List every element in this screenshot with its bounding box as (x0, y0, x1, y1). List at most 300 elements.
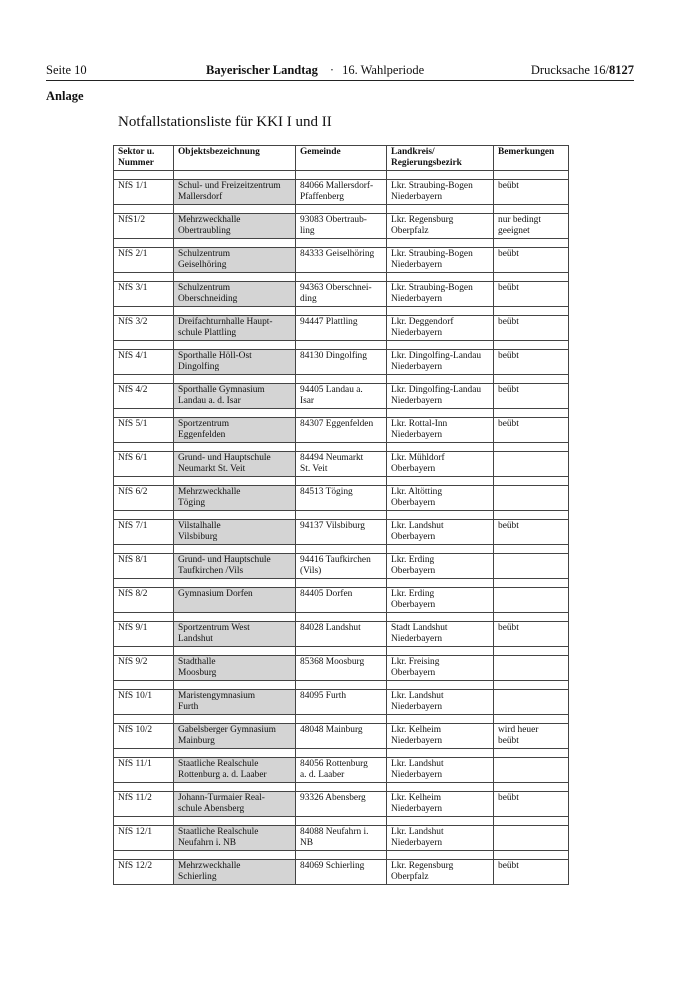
cell-line: Lkr. Straubing-Bogen (391, 180, 473, 191)
spacer-cell (494, 442, 569, 451)
spacer-cell (114, 204, 174, 213)
header-rule (46, 80, 634, 81)
cell-line: Lkr. Regensburg (391, 860, 454, 871)
cell-line: Oberbayern (391, 463, 436, 474)
cell-object (174, 553, 296, 578)
cell-line: Schul- und Freizeitzentrum (178, 180, 281, 191)
table-header-row (114, 146, 569, 171)
header-center (206, 63, 506, 78)
cell-line: Gymnasium Dorfen (178, 588, 253, 599)
cell-line: Lkr. Landshut (391, 826, 444, 837)
cell-district (387, 621, 494, 646)
spacer-cell (174, 646, 296, 655)
cell-line: Lkr. Erding (391, 588, 435, 599)
spacer-cell (114, 578, 174, 587)
cell-remarks (494, 519, 569, 544)
cell-line: Oberbayern (391, 531, 436, 542)
spacer-cell (296, 374, 387, 383)
spacer-row (114, 408, 569, 417)
spacer-cell (296, 510, 387, 519)
spacer-cell (494, 782, 569, 791)
spacer-cell (296, 340, 387, 349)
cell-line: Obertraubling (178, 225, 231, 236)
cell-object (174, 825, 296, 850)
table-row (114, 281, 569, 306)
header-line: Landkreis/ (391, 147, 435, 157)
spacer-cell (114, 714, 174, 723)
table-row (114, 689, 569, 714)
cell-sector: NfS 8/1 (114, 553, 174, 578)
spacer-cell (114, 782, 174, 791)
spacer-row (114, 170, 569, 179)
spacer-cell (387, 612, 494, 621)
cell-line: Staatliche Realschule (178, 758, 259, 769)
cell-line: ling (300, 225, 315, 236)
spacer-cell (114, 238, 174, 247)
cell-line: 48048 Mainburg (300, 724, 363, 735)
spacer-cell (296, 442, 387, 451)
spacer-cell (114, 748, 174, 757)
cell-municipality (296, 655, 387, 680)
page-number: Seite 10 (46, 63, 87, 77)
cell-line: Staatliche Realschule (178, 826, 259, 837)
cell-sector: NfS 9/1 (114, 621, 174, 646)
cell-line: ding (300, 293, 317, 304)
cell-sector: NfS 3/2 (114, 315, 174, 340)
header-object (174, 146, 296, 171)
cell-line: beübt (498, 520, 519, 531)
spacer-cell (387, 510, 494, 519)
spacer-cell (296, 612, 387, 621)
spacer-row (114, 510, 569, 519)
cell-district (387, 179, 494, 204)
spacer-cell (296, 578, 387, 587)
cell-line: Niederbayern (391, 803, 443, 814)
cell-line: 94447 Plattling (300, 316, 358, 327)
cell-sector: NfS 8/2 (114, 587, 174, 612)
cell-municipality (296, 519, 387, 544)
spacer-row (114, 306, 569, 315)
cell-municipality (296, 485, 387, 510)
document-number-value: 8127 (609, 63, 634, 77)
table-row (114, 383, 569, 408)
spacer-cell (114, 850, 174, 859)
cell-line: Lkr. Straubing-Bogen (391, 282, 473, 293)
table-row (114, 859, 569, 884)
table-row (114, 791, 569, 816)
cell-district (387, 417, 494, 442)
cell-sector: NfS 12/1 (114, 825, 174, 850)
cell-sector: NfS 7/1 (114, 519, 174, 544)
spacer-cell (296, 272, 387, 281)
cell-object (174, 451, 296, 476)
cell-sector: NfS 4/1 (114, 349, 174, 374)
cell-line: Niederbayern (391, 769, 443, 780)
cell-line: Mallersdorf (178, 191, 223, 202)
spacer-cell (494, 714, 569, 723)
cell-municipality (296, 689, 387, 714)
header-district (387, 146, 494, 171)
table-row (114, 315, 569, 340)
cell-line: 84069 Schierling (300, 860, 365, 871)
cell-line: beübt (498, 350, 519, 361)
spacer-cell (387, 646, 494, 655)
spacer-cell (296, 238, 387, 247)
cell-line: (Vils) (300, 565, 322, 576)
cell-remarks (494, 281, 569, 306)
header-remarks (494, 146, 569, 171)
table-row (114, 553, 569, 578)
cell-sector: NfS 12/2 (114, 859, 174, 884)
cell-line: Vilsbiburg (178, 531, 218, 542)
spacer-row (114, 714, 569, 723)
cell-sector: NfS 11/2 (114, 791, 174, 816)
cell-sector: NfS 4/2 (114, 383, 174, 408)
cell-line: Lkr. Freising (391, 656, 440, 667)
spacer-cell (114, 306, 174, 315)
cell-line: schule Abensberg (178, 803, 245, 814)
cell-remarks (494, 587, 569, 612)
spacer-cell (296, 816, 387, 825)
spacer-cell (174, 408, 296, 417)
cell-municipality (296, 281, 387, 306)
spacer-cell (387, 442, 494, 451)
cell-line: 93326 Abensberg (300, 792, 366, 803)
cell-line: Vilstalhalle (178, 520, 221, 531)
cell-object (174, 689, 296, 714)
cell-remarks (494, 179, 569, 204)
spacer-cell (296, 204, 387, 213)
cell-municipality (296, 247, 387, 272)
cell-municipality (296, 587, 387, 612)
spacer-cell (114, 816, 174, 825)
cell-line: beübt (498, 735, 519, 746)
cell-line: 84088 Neufahrn i. (300, 826, 369, 837)
spacer-cell (114, 476, 174, 485)
cell-line: beübt (498, 384, 519, 395)
cell-municipality (296, 179, 387, 204)
spacer-cell (387, 306, 494, 315)
emergency-station-table (113, 145, 569, 885)
cell-line: Geiselhöring (178, 259, 227, 270)
cell-line: Oberpfalz (391, 871, 429, 882)
cell-line: 93083 Obertraub- (300, 214, 367, 225)
cell-line: Lkr. Landshut (391, 758, 444, 769)
cell-line: Oberpfalz (391, 225, 429, 236)
cell-line: 84494 Neumarkt (300, 452, 364, 463)
cell-sector: NfS 5/1 (114, 417, 174, 442)
cell-line: Sporthalle Gymnasium (178, 384, 265, 395)
cell-remarks (494, 757, 569, 782)
spacer-cell (387, 476, 494, 485)
cell-sector: NfS 6/2 (114, 485, 174, 510)
cell-district (387, 247, 494, 272)
cell-line: Mehrzweckhalle (178, 214, 241, 225)
cell-line: 94405 Landau a. (300, 384, 363, 395)
spacer-cell (494, 238, 569, 247)
spacer-cell (174, 476, 296, 485)
cell-district (387, 587, 494, 612)
cell-line: Neumarkt St. Veit (178, 463, 246, 474)
cell-line: geeignet (498, 225, 530, 236)
spacer-cell (296, 680, 387, 689)
cell-line: nur bedingt (498, 214, 541, 225)
cell-line: Isar (300, 395, 315, 406)
spacer-cell (174, 612, 296, 621)
cell-line: Landau a. d. Isar (178, 395, 241, 406)
cell-line: 84130 Dingolfing (300, 350, 367, 361)
cell-district (387, 655, 494, 680)
spacer-cell (174, 340, 296, 349)
spacer-cell (494, 170, 569, 179)
spacer-cell (387, 850, 494, 859)
cell-line: Schulzentrum (178, 282, 231, 293)
cell-district (387, 859, 494, 884)
cell-line: Niederbayern (391, 259, 443, 270)
spacer-cell (494, 340, 569, 349)
cell-line: Niederbayern (391, 327, 443, 338)
cell-line: 84513 Töging (300, 486, 353, 497)
table-row (114, 757, 569, 782)
cell-municipality (296, 417, 387, 442)
spacer-cell (387, 816, 494, 825)
cell-remarks (494, 553, 569, 578)
cell-sector: NfS 3/1 (114, 281, 174, 306)
cell-line: Oberbayern (391, 667, 436, 678)
table-row (114, 519, 569, 544)
header-sector (114, 146, 174, 171)
cell-line: Oberbayern (391, 565, 436, 576)
spacer-cell (174, 850, 296, 859)
spacer-cell (387, 408, 494, 417)
cell-line: Mehrzweckhalle (178, 860, 241, 871)
spacer-cell (296, 476, 387, 485)
spacer-cell (114, 170, 174, 179)
spacer-cell (296, 408, 387, 417)
cell-line: Niederbayern (391, 395, 443, 406)
header-line: Nummer (118, 158, 154, 169)
cell-line: 84056 Rottenburg (300, 758, 368, 769)
cell-sector: NfS 9/2 (114, 655, 174, 680)
spacer-cell (174, 442, 296, 451)
table-row (114, 621, 569, 646)
cell-line: Mainburg (178, 735, 215, 746)
spacer-cell (174, 816, 296, 825)
cell-object (174, 247, 296, 272)
cell-line: beübt (498, 792, 519, 803)
cell-line: 94363 Oberschnei- (300, 282, 372, 293)
cell-line: Landshut (178, 633, 213, 644)
cell-municipality (296, 451, 387, 476)
table-head (114, 146, 569, 171)
spacer-cell (387, 782, 494, 791)
cell-remarks (494, 213, 569, 238)
spacer-cell (494, 544, 569, 553)
spacer-cell (296, 544, 387, 553)
cell-district (387, 689, 494, 714)
legislative-period: 16. Wahlperiode (342, 63, 425, 77)
cell-object (174, 315, 296, 340)
cell-remarks (494, 621, 569, 646)
cell-remarks (494, 247, 569, 272)
spacer-cell (387, 578, 494, 587)
spacer-cell (114, 544, 174, 553)
cell-district (387, 349, 494, 374)
spacer-cell (114, 340, 174, 349)
cell-line: Grund- und Hauptschule (178, 554, 271, 565)
spacer-cell (296, 850, 387, 859)
spacer-cell (494, 476, 569, 485)
cell-municipality (296, 383, 387, 408)
spacer-cell (494, 408, 569, 417)
cell-remarks (494, 349, 569, 374)
spacer-cell (494, 578, 569, 587)
spacer-cell (174, 272, 296, 281)
spacer-cell (494, 850, 569, 859)
spacer-cell (387, 680, 494, 689)
spacer-cell (114, 272, 174, 281)
cell-line: beübt (498, 316, 519, 327)
cell-line: 84307 Eggenfelden (300, 418, 374, 429)
spacer-row (114, 816, 569, 825)
cell-object (174, 655, 296, 680)
table-row (114, 179, 569, 204)
cell-line: Gabelsberger Gymnasium (178, 724, 276, 735)
cell-municipality (296, 213, 387, 238)
document-number (531, 63, 634, 78)
spacer-row (114, 204, 569, 213)
cell-line: schule Plattling (178, 327, 237, 338)
spacer-cell (174, 510, 296, 519)
cell-line: Sporthalle Höll-Ost (178, 350, 252, 361)
cell-municipality (296, 791, 387, 816)
spacer-cell (174, 714, 296, 723)
cell-line: Schierling (178, 871, 217, 882)
cell-remarks (494, 383, 569, 408)
spacer-row (114, 646, 569, 655)
cell-line: Eggenfelden (178, 429, 226, 440)
spacer-row (114, 442, 569, 451)
cell-sector: NfS1/2 (114, 213, 174, 238)
cell-object (174, 587, 296, 612)
cell-municipality (296, 553, 387, 578)
spacer-cell (494, 816, 569, 825)
cell-municipality (296, 757, 387, 782)
cell-line: Mehrzweckhalle (178, 486, 241, 497)
cell-object (174, 349, 296, 374)
cell-line: beübt (498, 418, 519, 429)
cell-line: Lkr. Altötting (391, 486, 443, 497)
cell-remarks (494, 689, 569, 714)
section-label: Anlage (46, 89, 84, 103)
cell-sector: NfS 6/1 (114, 451, 174, 476)
spacer-cell (174, 204, 296, 213)
cell-line: Lkr. Landshut (391, 690, 444, 701)
cell-line: Lkr. Landshut (391, 520, 444, 531)
cell-sector: NfS 1/1 (114, 179, 174, 204)
spacer-cell (174, 782, 296, 791)
spacer-cell (494, 646, 569, 655)
spacer-cell (387, 340, 494, 349)
header-line: Objektsbezeichnung (178, 147, 260, 157)
cell-municipality (296, 723, 387, 748)
cell-district (387, 791, 494, 816)
cell-line: 94137 Vilsbiburg (300, 520, 365, 531)
cell-object (174, 179, 296, 204)
spacer-cell (494, 306, 569, 315)
spacer-cell (296, 782, 387, 791)
cell-object (174, 485, 296, 510)
cell-line: Johann-Turmaier Real- (178, 792, 265, 803)
cell-line: Neufahrn i. NB (178, 837, 237, 848)
cell-line: 84028 Landshut (300, 622, 361, 633)
table-row (114, 825, 569, 850)
spacer-row (114, 374, 569, 383)
spacer-cell (114, 612, 174, 621)
header-line: Sektor u. (118, 147, 155, 157)
cell-line: a. d. Laaber (300, 769, 345, 780)
header-line: Regierungsbezirk (391, 158, 462, 169)
cell-line: 85368 Moosburg (300, 656, 365, 667)
cell-remarks (494, 859, 569, 884)
cell-municipality (296, 859, 387, 884)
spacer-cell (387, 748, 494, 757)
cell-line: St. Veit (300, 463, 328, 474)
spacer-cell (174, 544, 296, 553)
cell-district (387, 757, 494, 782)
spacer-cell (114, 442, 174, 451)
spacer-cell (387, 544, 494, 553)
cell-line: Niederbayern (391, 735, 443, 746)
cell-line: Sportzentrum (178, 418, 230, 429)
cell-line: Sportzentrum West (178, 622, 250, 633)
header-line: Bemerkungen (498, 147, 555, 157)
cell-sector: NfS 2/1 (114, 247, 174, 272)
cell-line: Lkr. Kelheim (391, 792, 441, 803)
page-title: Notfallstationsliste für KKI I und II (118, 114, 332, 130)
cell-line: Furth (178, 701, 199, 712)
cell-remarks (494, 791, 569, 816)
cell-line: Pfaffenberg (300, 191, 344, 202)
spacer-row (114, 544, 569, 553)
cell-sector: NfS 10/1 (114, 689, 174, 714)
cell-line: Lkr. Straubing-Bogen (391, 248, 473, 259)
cell-object (174, 383, 296, 408)
spacer-cell (387, 272, 494, 281)
cell-line: 84066 Mallersdorf- (300, 180, 374, 191)
spacer-row (114, 612, 569, 621)
cell-sector: NfS 10/2 (114, 723, 174, 748)
spacer-cell (494, 748, 569, 757)
spacer-row (114, 476, 569, 485)
cell-line: Maristengymnasium (178, 690, 256, 701)
spacer-row (114, 578, 569, 587)
spacer-cell (387, 204, 494, 213)
spacer-row (114, 850, 569, 859)
header-municipality (296, 146, 387, 171)
spacer-cell (174, 748, 296, 757)
cell-line: Dingolfing (178, 361, 220, 372)
cell-sector: NfS 11/1 (114, 757, 174, 782)
cell-line: Dreifachturnhalle Haupt- (178, 316, 273, 327)
cell-line: Lkr. Mühldorf (391, 452, 445, 463)
cell-object (174, 213, 296, 238)
table-row (114, 213, 569, 238)
cell-district (387, 723, 494, 748)
cell-district (387, 825, 494, 850)
cell-line: Lkr. Dingolfing-Landau (391, 384, 482, 395)
cell-line: Stadthalle (178, 656, 216, 667)
